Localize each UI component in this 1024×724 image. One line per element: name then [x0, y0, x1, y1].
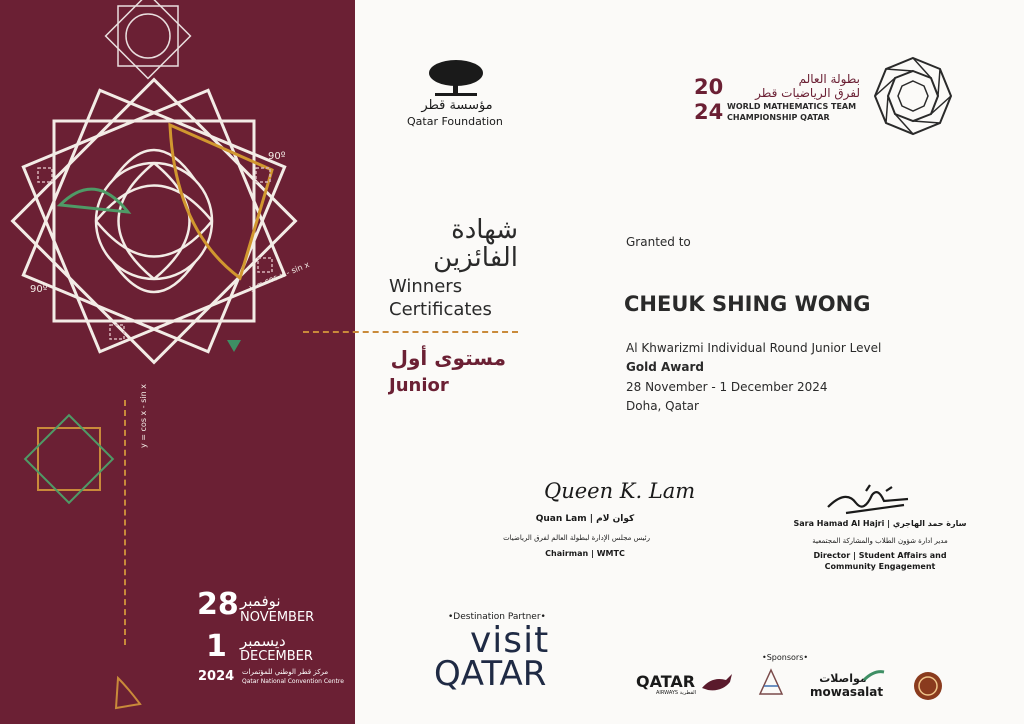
start-day: 28 — [197, 587, 239, 622]
green-triangle-icon — [227, 340, 241, 352]
qatar-airways-name: QATAR — [636, 672, 696, 691]
dashed-divider-vertical — [124, 400, 126, 645]
wmtc-year-top: 20 — [694, 75, 724, 99]
award-location: Doha, Qatar — [626, 399, 699, 413]
qatar-airways-sub: AIRWAYS القطرية — [656, 690, 697, 696]
wmtc-english-line1: WORLD MATHEMATICS TEAM — [727, 102, 857, 111]
end-month-arabic: ديسمبر — [240, 632, 286, 650]
title-english-line2: Certificates — [389, 299, 492, 320]
star-square-d — [23, 90, 284, 351]
granted-to-label: Granted to — [626, 235, 691, 249]
director-title-english-line2: Community Engagement — [824, 562, 936, 571]
title-english-line1: Winners — [389, 276, 463, 297]
level-arabic: مستوى أول — [390, 346, 506, 370]
chairman-name: Quan Lam | كوان لام — [535, 514, 635, 524]
wmtc-english-line2: CHAMPIONSHIP QATAR — [727, 113, 830, 122]
visit-qatar-visit: visit — [470, 620, 550, 661]
angle-label-right: 90º — [268, 151, 286, 162]
venue-english: Qatar National Convention Centre — [242, 678, 344, 685]
award-level: Gold Award — [626, 360, 704, 374]
level-english: Junior — [389, 375, 449, 396]
sponsor-emblem-icon — [758, 668, 784, 698]
star-square-b — [23, 90, 284, 351]
formula-vertical: y = cos x - sin x — [139, 384, 148, 448]
round-name: Al Khwarizmi Individual Round Junior Level — [626, 341, 882, 355]
destination-partner-label: •Destination Partner• — [448, 612, 546, 622]
chairman-title-arabic: رئيس مجلس الإدارة لبطولة العالم لفرق الرياضيات — [503, 534, 650, 542]
qatar-foundation-tree-icon — [427, 58, 485, 98]
event-year: 2024 — [198, 669, 235, 684]
chairman-signature: Queen K. Lam — [544, 479, 696, 503]
formula-diagonal: y = cos x - sin x — [248, 260, 311, 293]
oryx-icon — [700, 672, 734, 694]
wmtc-year-bottom: 24 — [694, 100, 724, 124]
title-arabic-line2: الفائزين — [433, 243, 518, 273]
visit-qatar-qatar: QATAR — [434, 654, 547, 694]
wmtc-octagon-icon — [872, 55, 954, 137]
end-month-english: DECEMBER — [240, 649, 313, 664]
mowasalat-arabic: مواصلات — [819, 672, 867, 685]
mowasalat-english: mowasalat — [810, 685, 884, 699]
mowasalat-swoosh-icon — [862, 668, 886, 682]
chairman-title-english: Chairman | WMTC — [545, 549, 625, 558]
director-title-english-line1: Director | Student Affairs and — [813, 551, 947, 560]
sponsor-seal-icon — [912, 670, 944, 702]
director-signature-icon — [826, 483, 910, 517]
director-name: Sara Hamad Al Hajri | سارة حمد الهاجري — [793, 519, 967, 528]
director-title-arabic: مدير ادارة شؤون الطلاب والمشاركة المجتمعية — [812, 537, 948, 545]
end-day: 1 — [206, 629, 227, 664]
start-month-arabic: نوفمبر — [240, 592, 281, 610]
wmtc-arabic-line2: لفرق الرياضيات قطر — [755, 86, 860, 100]
qf-english-name: Qatar Foundation — [407, 115, 503, 128]
venue-arabic: مركز قطر الوطني للمؤتمرات — [242, 668, 329, 676]
sponsors-label: •Sponsors• — [762, 653, 809, 662]
dashed-divider-horizontal — [303, 331, 518, 333]
angle-label-left: 90º — [30, 284, 48, 295]
recipient-name: CHEUK SHING WONG — [624, 292, 871, 316]
wmtc-arabic-line1: بطولة العالم — [798, 72, 860, 86]
qf-arabic-name: مؤسسة قطر — [421, 98, 493, 113]
start-month-english: NOVEMBER — [240, 610, 315, 625]
title-arabic-line1: شهادة — [451, 215, 518, 245]
award-dates: 28 November - 1 December 2024 — [626, 380, 828, 394]
